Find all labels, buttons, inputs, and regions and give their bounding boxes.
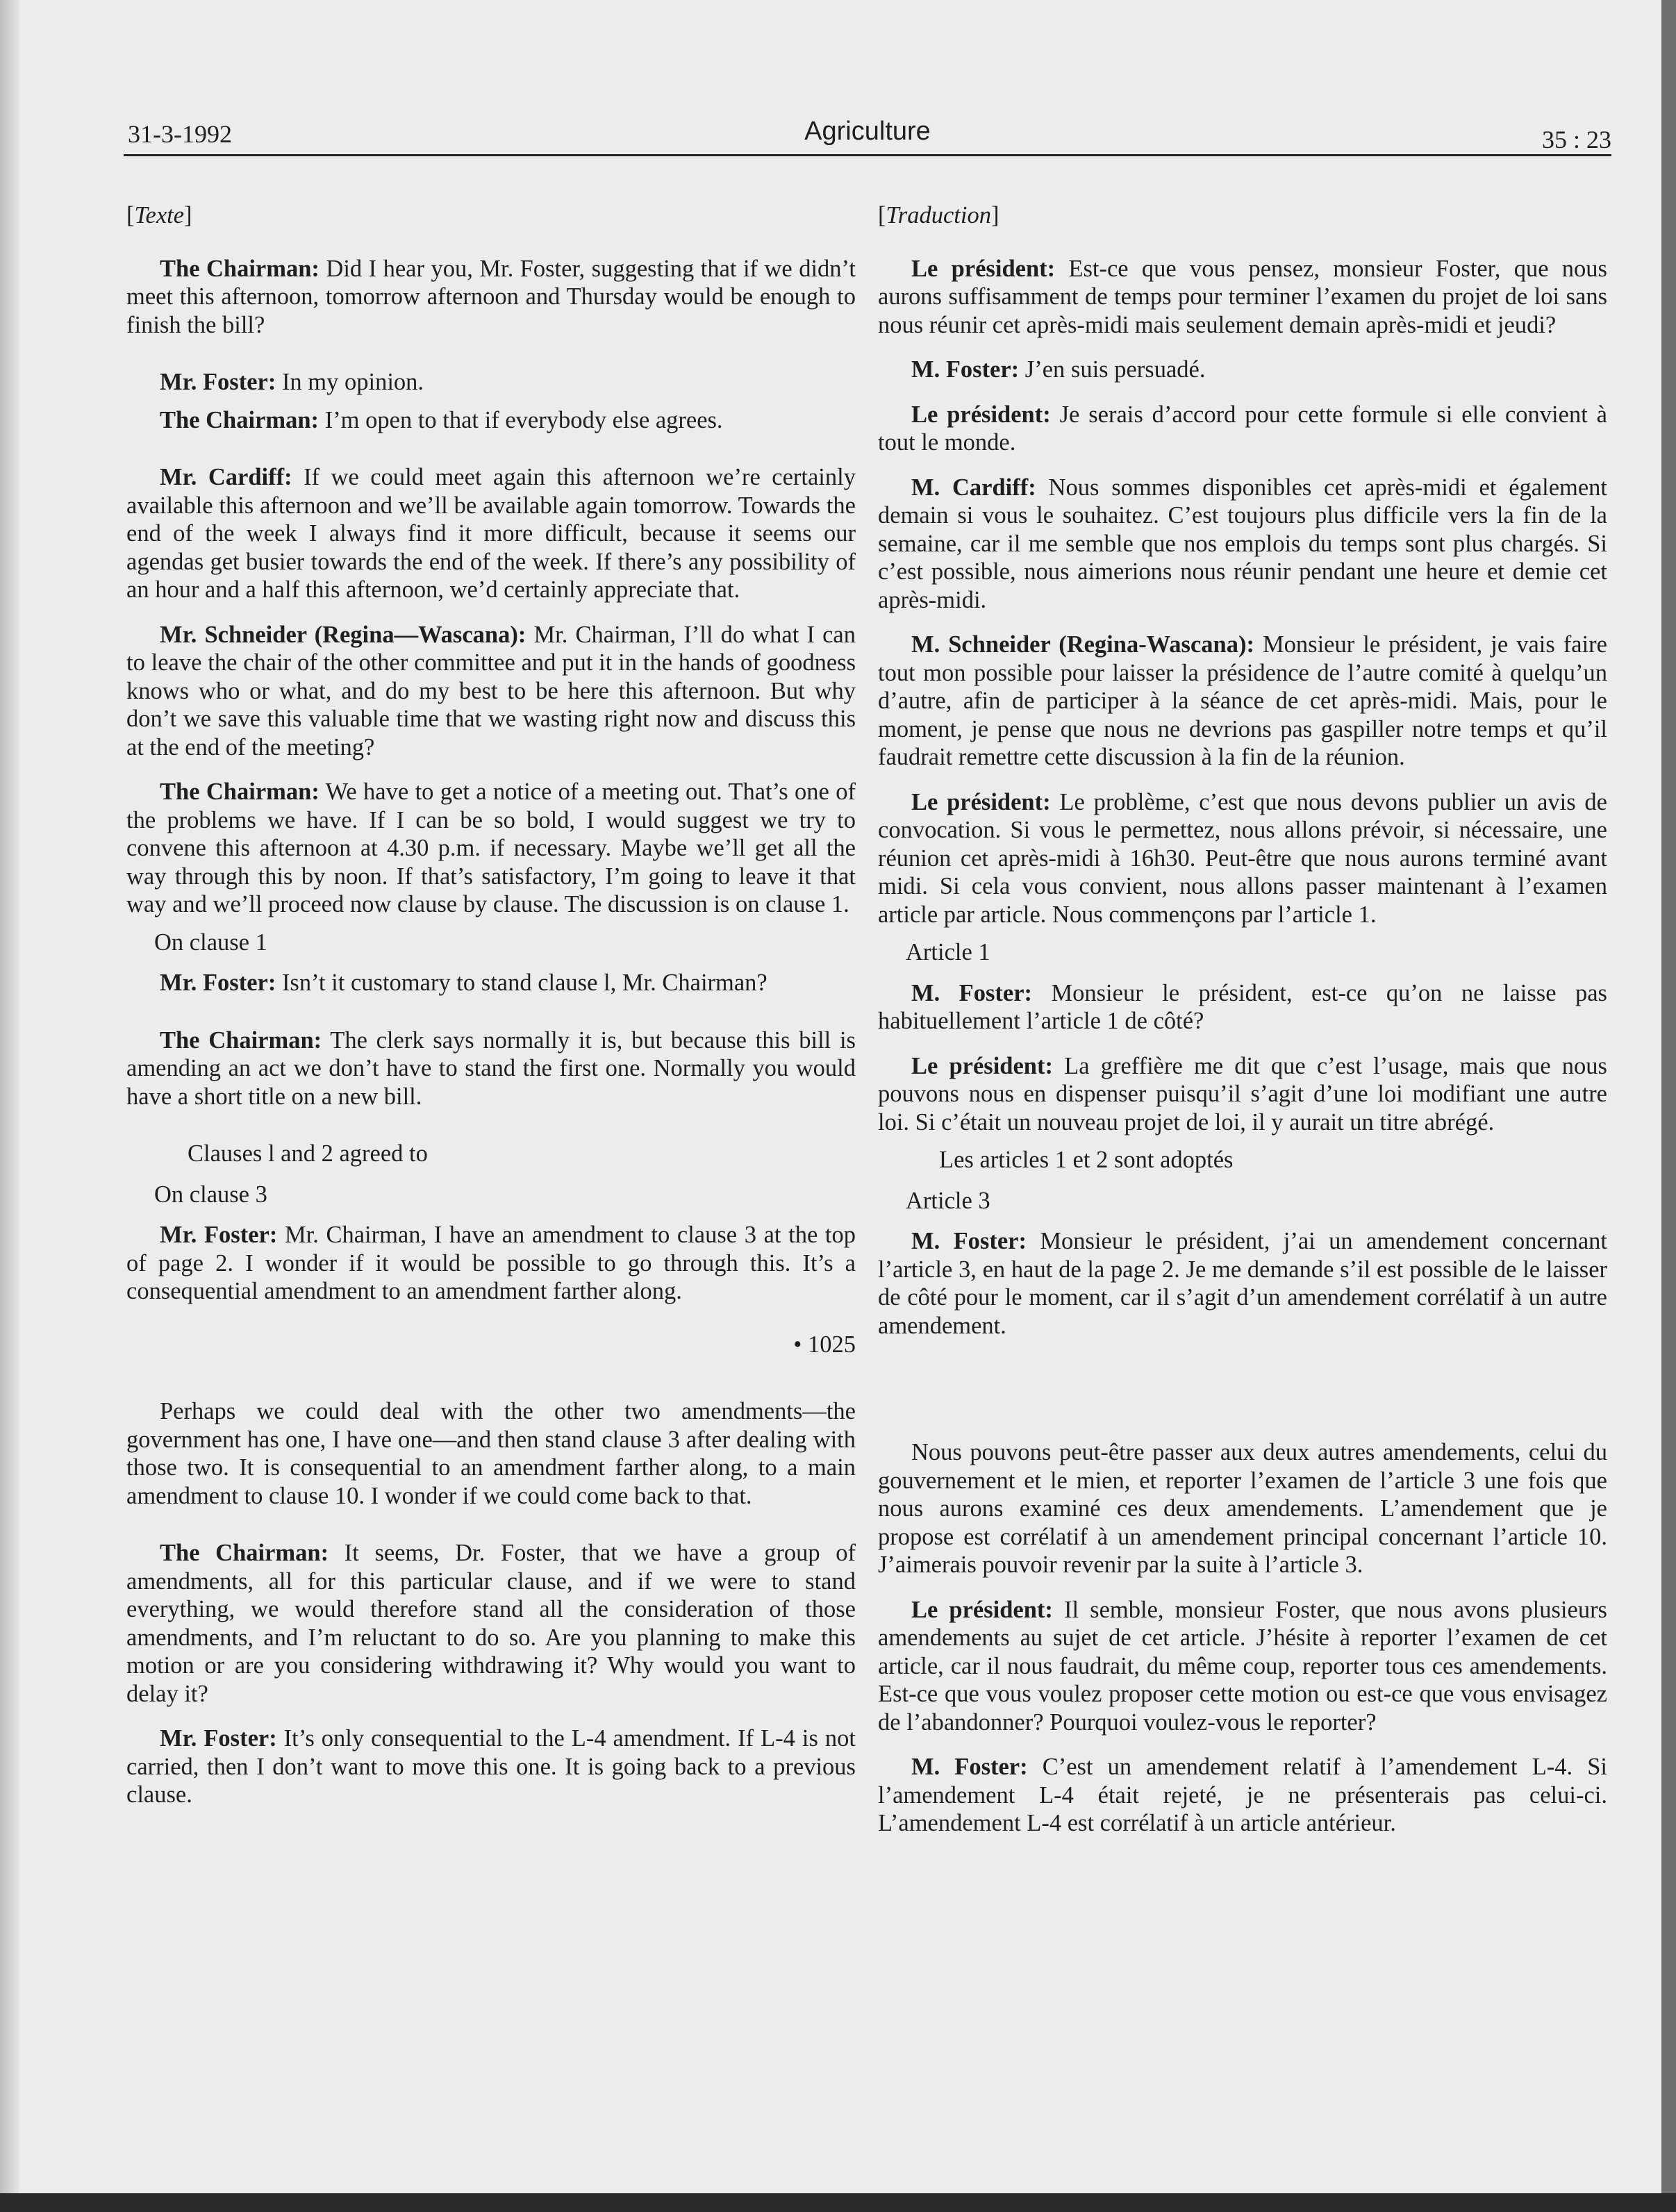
speaker-name: M. Foster:	[911, 356, 1020, 383]
column-spacer	[878, 1356, 1607, 1438]
speaker-name: Mr. Cardiff:	[160, 464, 292, 490]
paragraph: M. Foster: Monsieur le président, j’ai un amendement concernant l’article 3, en haut de la page 2. Je me demande s’il est possible de le laisser de côté pour le moment, car il s’agit d’un amendement corrélatif à un autre amendement.	[878, 1228, 1607, 1339]
paragraph: Perhaps we could deal with the other two amendments—the government has one, I have one—and then stand clause 3 after dealing with those two. It is consequential to an amendment farther along, to a main amendment to clause 10. I wonder if we could come back to that.	[126, 1398, 856, 1509]
paragraph: Le président: Est-ce que vous pensez, monsieur Foster, que nous aurons suffisamment de temps pour terminer l’examen du projet de loi sans nous réunir cet après-midi mais seulement demain après-midi et jeudi?	[878, 255, 1607, 338]
column-label: [Texte]	[126, 202, 192, 228]
paragraph: Le président: Je serais d’accord pour cette formule si elle convient à tout le monde.	[878, 401, 1607, 456]
procedural-note: Article 1	[906, 939, 990, 965]
paragraph: M. Foster: J’en suis persuadé.	[911, 356, 1206, 383]
paragraph: Mr. Foster: Isn’t it customary to stand clause l, Mr. Chairman?	[160, 970, 768, 996]
paragraph: The Chairman: It seems, Dr. Foster, that we have a group of amendments, all for this particular clause, and if we were to stand everything, we would therefore stand all the consideration of those amendments, and I’m reluctant to do so. Are you planning to make this motion or are you considering withdrawing it? Why would you want to delay it?	[126, 1540, 856, 1707]
speaker-name: Le président:	[911, 255, 1056, 282]
speaker-name: The Chairman:	[160, 255, 320, 282]
speaker-name: Le président:	[911, 1052, 1053, 1079]
procedural-note: Les articles 1 et 2 sont adoptés	[939, 1147, 1234, 1173]
speaker-name: M. Schneider (Regina-Wascana):	[911, 631, 1254, 658]
binding-shadow	[0, 0, 19, 2195]
speaker-name: M. Foster:	[911, 979, 1032, 1006]
paragraph: Mr. Foster: In my opinion.	[160, 369, 424, 395]
speaker-name: Le président:	[911, 788, 1051, 815]
paragraph: M. Foster: C’est un amendement relatif à l’amendement L-4. Si l’amendement L-4 était rejeté, je ne présenterais pas celui-ci. L’amendement L-4 est corrélatif à un article antérieur.	[878, 1754, 1608, 1836]
english-column	[126, 201, 856, 1826]
paragraph: The Chairman: I’m open to that if everybody else agrees.	[160, 406, 723, 433]
procedural-note: Clauses l and 2 agreed to	[188, 1140, 428, 1167]
speaker-name: Le président:	[911, 1596, 1053, 1623]
paragraph: Mr. Foster: Mr. Chairman, I have an amendment to clause 3 at the top of page 2. I wonder if it would be possible to go through this. It’s a consequential amendment to an amendment farther along.	[126, 1222, 856, 1304]
speaker-name: Le président:	[911, 401, 1051, 428]
speaker-name: M. Foster:	[911, 1228, 1027, 1254]
speaker-name: Mr. Foster:	[160, 1222, 278, 1248]
scan-edge	[0, 2193, 1676, 2212]
paragraph: Nous pouvons peut-être passer aux deux autres amendements, celui du gouvernement et le mien, et reporter l’examen de l’article 3 une fois que nous aurons examiné ces deux amendements. L’amendement que je propose est corrélatif à un amendement principal concernant l’article 10. J’aimerais pouvoir revenir par la suite à l’article 3.	[878, 1439, 1607, 1578]
paragraph: M. Foster: Monsieur le président, est-ce qu’on ne laisse pas habituellement l’article 1 de côté?	[878, 979, 1607, 1034]
page-title: Agriculture	[804, 117, 931, 146]
page-date: 31-3-1992	[128, 120, 232, 148]
paragraph: The Chairman: We have to get a notice of a meeting out. That’s one of the problems we have. If I can be so bold, I would suggest we try to convene this afternoon at 4.30 p.m. if necessary. Maybe we’ll get all the way through this by noon. If that’s satisfactory, I’m going to leave it that way and we’ll proceed now clause by clause. The discussion is on clause 1.	[126, 779, 856, 917]
time-stamp: • 1025	[793, 1331, 856, 1358]
speaker-name: The Chairman:	[160, 1026, 322, 1054]
speaker-name: The Chairman:	[160, 406, 320, 433]
speaker-name: Mr. Foster:	[160, 369, 276, 395]
speaker-name: The Chairman:	[160, 1540, 329, 1566]
procedural-note: On clause 3	[154, 1181, 267, 1208]
header-rule	[124, 154, 1611, 156]
procedural-note: On clause 1	[154, 929, 267, 956]
speaker-name: The Chairman:	[160, 779, 320, 805]
paragraph: Mr. Cardiff: If we could meet again this afternoon we’re certainly available this afternoon and we’ll be available again tomorrow. Towards the end of the week I always find it more difficult, because it seems our agendas get busier towards the end of the week. If there’s any possibility of an hour and a half this afternoon, we’d certainly appreciate that.	[126, 464, 856, 603]
speaker-name: Mr. Foster:	[160, 1725, 277, 1752]
column-label: [Traduction]	[878, 202, 999, 228]
paragraph: Le président: La greffière me dit que c’est l’usage, mais que nous pouvons nous en dispenser puisqu’il s’agit d’une loi modifiant une autre loi. Si c’était un nouveau projet de loi, il y aurait un titre abrégé.	[878, 1052, 1607, 1136]
speaker-name: M. Cardiff:	[911, 474, 1036, 501]
procedural-note: Article 3	[906, 1187, 990, 1214]
paragraph: The Chairman: Did I hear you, Mr. Foster, suggesting that if we didn’t meet this afternoon, tomorrow afternoon and Thursday would be enough to finish the bill?	[126, 255, 856, 338]
french-column	[878, 201, 1607, 1854]
running-head	[124, 117, 1611, 158]
speaker-name: M. Foster:	[911, 1754, 1028, 1780]
paragraph: Mr. Foster: It’s only consequential to the L-4 amendment. If L-4 is not carried, then I don’t want to move this one. It is going back to a previous clause.	[126, 1725, 856, 1808]
paragraph: Le président: Le problème, c’est que nous devons publier un avis de convocation. Si vous le permettez, nous allons prévoir, si nécessaire, une réunion cet après-midi à 16h30. Peut-être que nous aurons terminé avant midi. Si cela vous convient, nous allons passer maintenant à l’examen article par article. Nous commençons par l’article 1.	[878, 788, 1607, 928]
paragraph: Mr. Schneider (Regina—Wascana): Mr. Chairman, I’ll do what I can to leave the chair of the other committee and put it in the hands of goodness knows who or what, and do my best to be here this afternoon. But why don’t we save this valuable time that we wasting right now and discuss this at the end of the meeting?	[126, 621, 856, 760]
paragraph: M. Schneider (Regina-Wascana): Monsieur le président, je vais faire tout mon possible pour laisser la présidence de l’autre comité à quelqu’un d’autre, afin de participer à la séance de cet après-midi. Mais, pour le moment, je pense que nous ne devrions pas gaspiller notre temps et qu’il faudrait remettre cette discussion à la fin de la réunion.	[878, 631, 1607, 770]
paragraph: Le président: Il semble, monsieur Foster, que nous avons plusieurs amendements au sujet de cet article. J’hésite à reporter l’examen de cet article, car il nous faudrait, du même coup, reporter tous ces amendements. Est-ce que vous voulez proposer cette motion ou est-ce que vous envisagez de l’abandonner? Pourquoi voulez-vous le reporter?	[878, 1596, 1607, 1736]
paragraph: M. Cardiff: Nous sommes disponibles cet après-midi et également demain si vous le souhaitez. C’est toujours plus difficile vers la fin de la semaine, car il me semble que nos emplois du temps sont plus chargés. Si c’est possible, nous aimerions nous réunir pendant une heure et demie cet après-midi.	[878, 474, 1608, 613]
speaker-name: Mr. Schneider (Regina—Wascana):	[160, 621, 526, 648]
paragraph: The Chairman: The clerk says normally it is, but because this bill is amending an act we don’t have to stand the first one. Normally you would have a short title on a new bill.	[126, 1026, 856, 1110]
page-number: 35 : 23	[1541, 126, 1611, 153]
speaker-name: Mr. Foster:	[160, 970, 276, 996]
